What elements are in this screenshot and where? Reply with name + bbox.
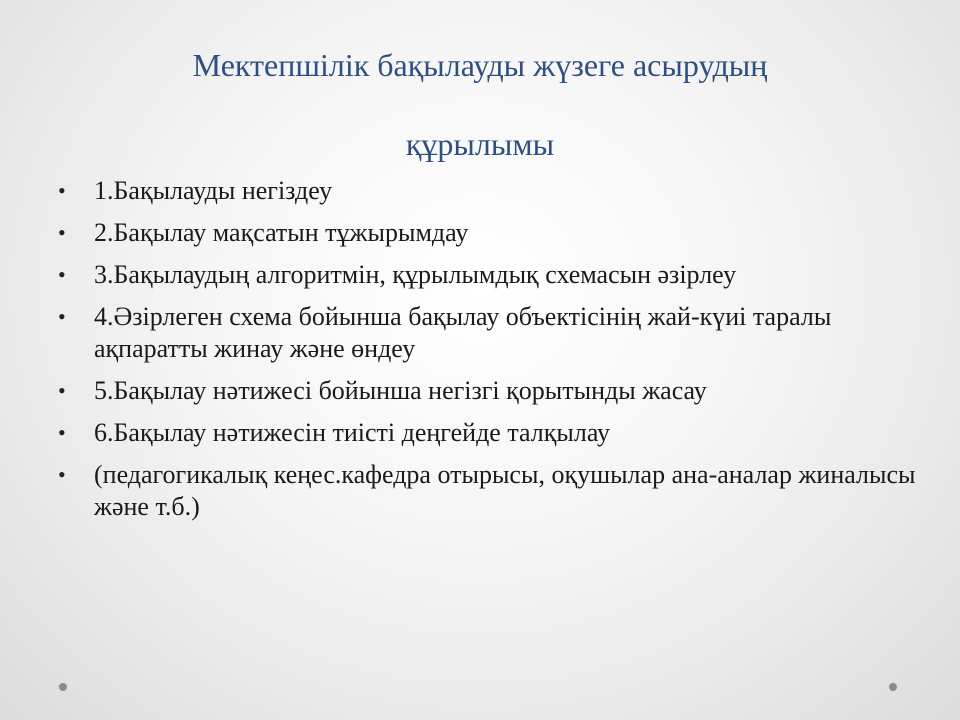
list-item-text: 5.Бақылау нәтижесі бойынша негізгі қорытынды жасау [94,376,707,405]
bullet-icon: • [58,304,66,329]
list-item-text: 6.Бақылау нәтижесін тиісті деңгейде талқылау [94,418,611,447]
bullet-list [58,175,918,533]
list-item [58,459,918,523]
bullet-icon: • [58,220,66,245]
list-item [58,217,918,249]
slide-title-line-2: құрылымы [405,126,555,162]
list-item [58,259,918,291]
list-item [58,175,918,207]
list-item [58,417,918,449]
decorative-dot-left [59,683,67,691]
list-item-text: 1.Бақылауды негіздеу [94,176,333,205]
slide-title-line-1: Мектепшілік бақылауды жүзеге асырудың [192,47,768,83]
list-item-text: 3.Бақылаудың алгоритмін, құрылымдық схемасын әзірлеу [94,260,737,289]
bullet-icon: • [58,378,66,403]
list-item-text: 2.Бақылау мақсатын тұжырымдау [94,218,469,247]
list-item [58,301,918,365]
bullet-icon: • [58,262,66,287]
list-item [58,375,918,407]
bullet-icon: • [58,420,66,445]
bullet-icon: • [58,178,66,203]
bullet-icon: • [58,462,66,487]
decorative-dot-right [889,683,897,691]
list-item-text: (педагогикалық кеңес.кафедра отырысы, оқушылар ана-аналар жиналысы және т.б.) [94,460,916,521]
list-item-text: 4.Әзірлеген схема бойынша бақылау объектісінің жай-күиі таралы ақпаратты жинау және өндеу [94,302,832,363]
